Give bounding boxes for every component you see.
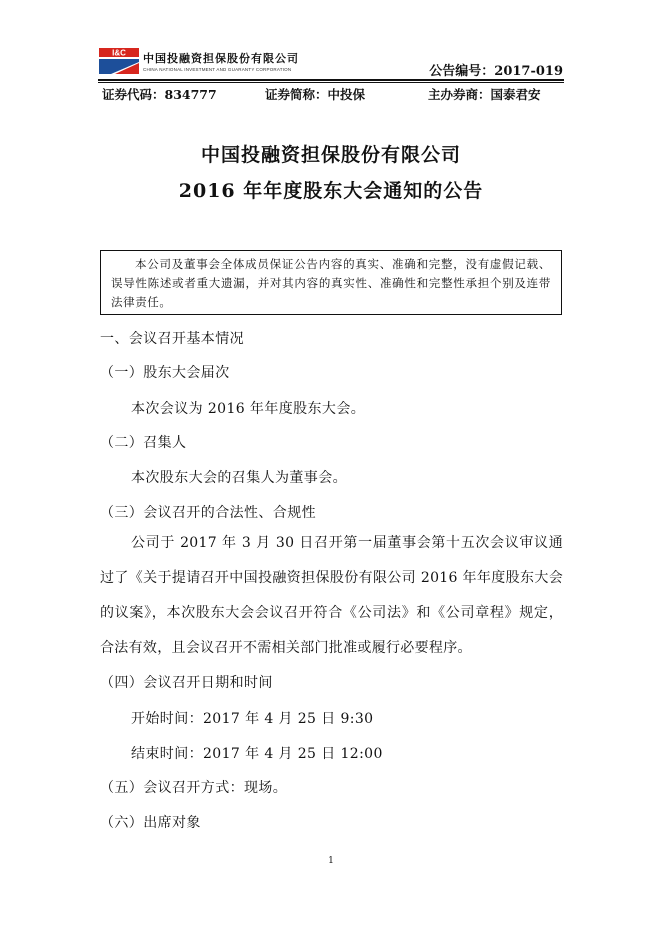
section-heading-1: 一、会议召开基本情况 [100, 331, 244, 347]
subheading-6: （六）出席对象 [100, 815, 201, 831]
stock-name: 证券简称：中投保 [265, 87, 366, 102]
company-name-en: CHINA NATIONAL INVESTMENT AND GUARANTY CORPORATION [143, 67, 292, 72]
header-rule-thin [98, 82, 564, 83]
page-number: 1 [328, 856, 334, 866]
document-title-line2: 2016 年年度股东大会通知的公告 [178, 180, 484, 202]
disclaimer-box: 本公司及董事会全体成员保证公告内容的真实、准确和完整，没有虚假记载、误导性陈述或者重大遗漏，并对其内容的真实性、准确性和完整性承担个别及连带法律责任。 [100, 250, 562, 315]
logo-text: I&C [112, 48, 126, 58]
subheading-4: （四）会议召开日期和时间 [100, 675, 273, 691]
end-time: 结束时间：2017 年 4 月 25 日 12:00 [131, 746, 383, 762]
subheading-5: （五）会议召开方式：现场。 [100, 780, 288, 796]
sponsor-broker: 主办券商：国泰君安 [428, 87, 541, 102]
subheading-3: （三）会议召开的合法性、合规性 [100, 505, 316, 521]
announcement-number: 公告编号：2017-019 [429, 64, 563, 79]
start-time: 开始时间：2017 年 4 月 25 日 9:30 [131, 711, 374, 727]
paragraph-3: 公司于 2017 年 3 月 30 日召开第一届董事会第十五次会议审议通过了《关于提请召开中国投融资担保股份有限公司 2016 年年度股东大会的议案》，本次股东大会会议召开符合《公司法》和《公司章程》规定，合法有效，且会议召开不需相关部门批准或履行必要程序。 [100, 535, 563, 656]
subheading-1: （一）股东大会届次 [100, 365, 230, 381]
company-logo [99, 48, 139, 74]
subheading-2: （二）召集人 [100, 435, 187, 451]
paragraph-2: 本次股东大会的召集人为董事会。 [131, 470, 347, 486]
document-title-line1: 中国投融资担保股份有限公司 [200, 144, 461, 166]
paragraph-1: 本次会议为 2016 年年度股东大会。 [131, 401, 366, 417]
header-rule-thick [98, 79, 564, 81]
company-name-cn: 中国投融资担保股份有限公司 [143, 52, 299, 65]
stock-code: 证券代码：834777 [102, 87, 217, 102]
